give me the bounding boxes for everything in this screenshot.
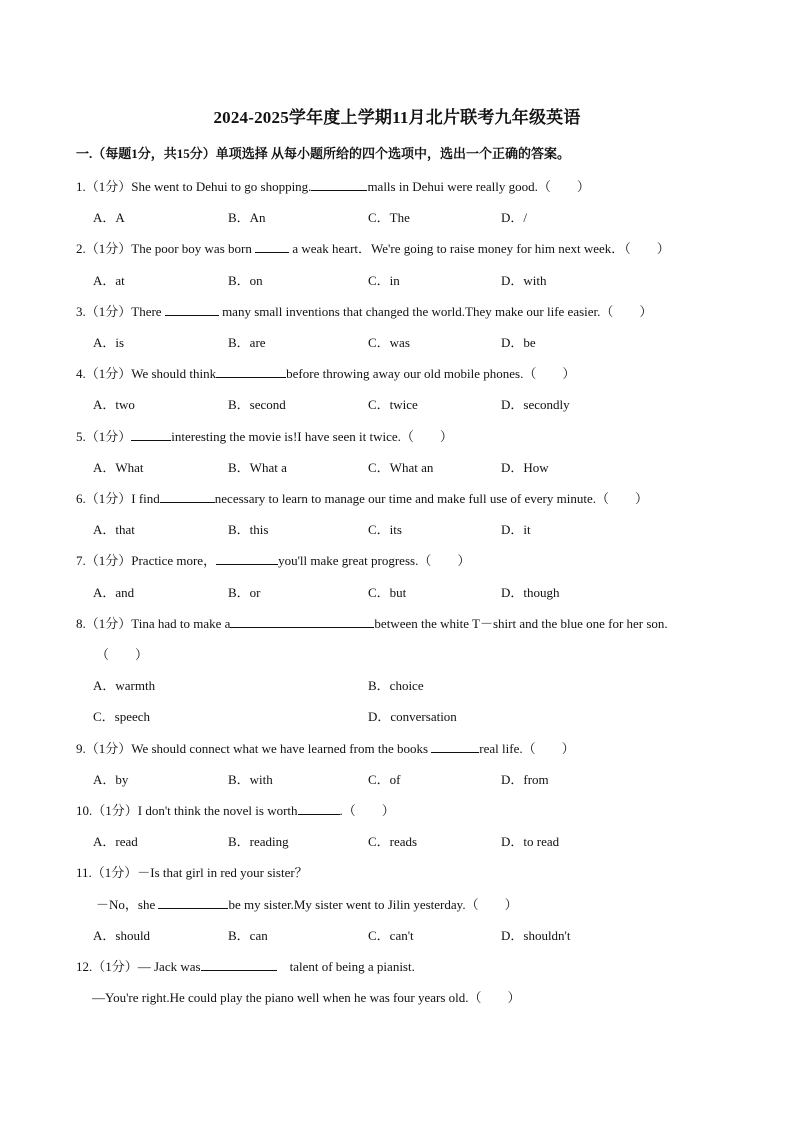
section-heading: 一.（每题1分，共15分）单项选择 从每小题所给的四个选项中，选出一个正确的答案。 [76, 146, 571, 161]
question-2: 2.（1分）The poor boy was born a weak heart．We're going to raise money for him next week．（ ） [76, 241, 670, 256]
question-4: 4.（1分）We should think before throwing away our old mobile phones.（ ） [76, 366, 576, 381]
q4-option-c[interactable]: C．twice [368, 397, 418, 412]
question-11-line2: －No，she be my sister.My sister went to Jilin yesterday.（ ） [96, 897, 518, 912]
question-5: 5.（1分） interesting the movie is!I have seen it twice.（ ） [76, 429, 453, 444]
answer-blank [230, 615, 374, 628]
question-12: 12.（1分）— Jack was talent of being a pianist. [76, 959, 415, 974]
q7-option-b[interactable]: B．or [228, 585, 261, 600]
q7-option-a[interactable]: A．and [93, 585, 135, 600]
question-10: 10.（1分）I don't think the novel is worth .（ ） [76, 803, 395, 818]
answer-blank [131, 428, 171, 441]
q4-option-d[interactable]: D．secondly [501, 397, 570, 412]
question-12-line2: —You're right.He could play the piano well when he was four years old.（ ） [92, 990, 521, 1005]
q5-option-c[interactable]: C．What an [368, 460, 434, 475]
q10-option-b[interactable]: B．reading [228, 834, 289, 849]
q4-option-a[interactable]: A．two [93, 397, 135, 412]
question-7: 7.（1分）Practice more， you'll make great progress.（ ） [76, 553, 471, 568]
question-1: 1.（1分）She went to Dehui to go shopping. malls in Dehui were really good.（ ） [76, 179, 590, 194]
answer-blank [158, 896, 228, 909]
question-3: 3.（1分）There many small inventions that changed the world.They make our life easier.（ ） [76, 304, 653, 319]
q11-option-b[interactable]: B．can [228, 928, 268, 943]
q7-option-c[interactable]: C．but [368, 585, 407, 600]
q10-option-a[interactable]: A．read [93, 834, 138, 849]
q5-option-d[interactable]: D．How [501, 460, 549, 475]
answer-blank [311, 178, 367, 191]
q11-option-d[interactable]: D．shouldn't [501, 928, 571, 943]
q9-option-d[interactable]: D．from [501, 772, 549, 787]
q6-option-b[interactable]: B．this [228, 522, 269, 537]
q3-option-a[interactable]: A．is [93, 335, 125, 350]
q8-option-a[interactable]: A．warmth [93, 678, 156, 693]
q3-option-b[interactable]: B．are [228, 335, 266, 350]
q2-option-a[interactable]: A．at [93, 273, 125, 288]
question-8: 8.（1分）Tina had to make a between the white T－shirt and the blue one for her son. [76, 616, 668, 631]
q1-option-d[interactable]: D．/ [501, 210, 528, 225]
q6-option-d[interactable]: D．it [501, 522, 531, 537]
q1-option-b[interactable]: B．An [228, 210, 266, 225]
page-title: 2024-2025学年度上学期11月北片联考九年级英语 [213, 108, 581, 127]
q1-option-c[interactable]: C．The [368, 210, 410, 225]
q6-option-c[interactable]: C．its [368, 522, 402, 537]
question-6: 6.（1分）I find necessary to learn to manage our time and make full use of every minute.（ ） [76, 491, 648, 506]
q7-option-d[interactable]: D．though [501, 585, 560, 600]
q3-option-d[interactable]: D．be [501, 335, 536, 350]
question-9: 9.（1分）We should connect what we have learned from the books real life.（ ） [76, 741, 575, 756]
q11-option-a[interactable]: A．should [93, 928, 151, 943]
answer-blank [216, 552, 278, 565]
q9-option-a[interactable]: A．by [93, 772, 129, 787]
q8-option-d[interactable]: D．conversation [368, 709, 457, 724]
question-8-paren: （ ） [96, 647, 149, 662]
q5-option-a[interactable]: A．What [93, 460, 144, 475]
question-11: 11.（1分）－Is that girl in red your sister？ [76, 865, 308, 880]
q3-option-c[interactable]: C．was [368, 335, 410, 350]
answer-blank [165, 303, 219, 316]
q1-option-a[interactable]: A．A [93, 210, 125, 225]
q11-option-c[interactable]: C．can't [368, 928, 414, 943]
q4-option-b[interactable]: B．second [228, 397, 286, 412]
q10-option-c[interactable]: C．reads [368, 834, 418, 849]
q10-option-d[interactable]: D．to read [501, 834, 560, 849]
answer-blank [298, 802, 340, 815]
q5-option-b[interactable]: B．What a [228, 460, 287, 475]
answer-blank [431, 740, 479, 753]
answer-blank [201, 958, 277, 971]
q8-option-c[interactable]: C．speech [93, 709, 151, 724]
q9-option-b[interactable]: B．with [228, 772, 273, 787]
q6-option-a[interactable]: A．that [93, 522, 135, 537]
answer-blank [160, 490, 215, 503]
q9-option-c[interactable]: C．of [368, 772, 401, 787]
answer-blank [255, 240, 289, 253]
q8-option-b[interactable]: B．choice [368, 678, 424, 693]
answer-blank [216, 365, 286, 378]
q2-option-d[interactable]: D．with [501, 273, 547, 288]
q2-option-c[interactable]: C．in [368, 273, 400, 288]
q2-option-b[interactable]: B．on [228, 273, 263, 288]
